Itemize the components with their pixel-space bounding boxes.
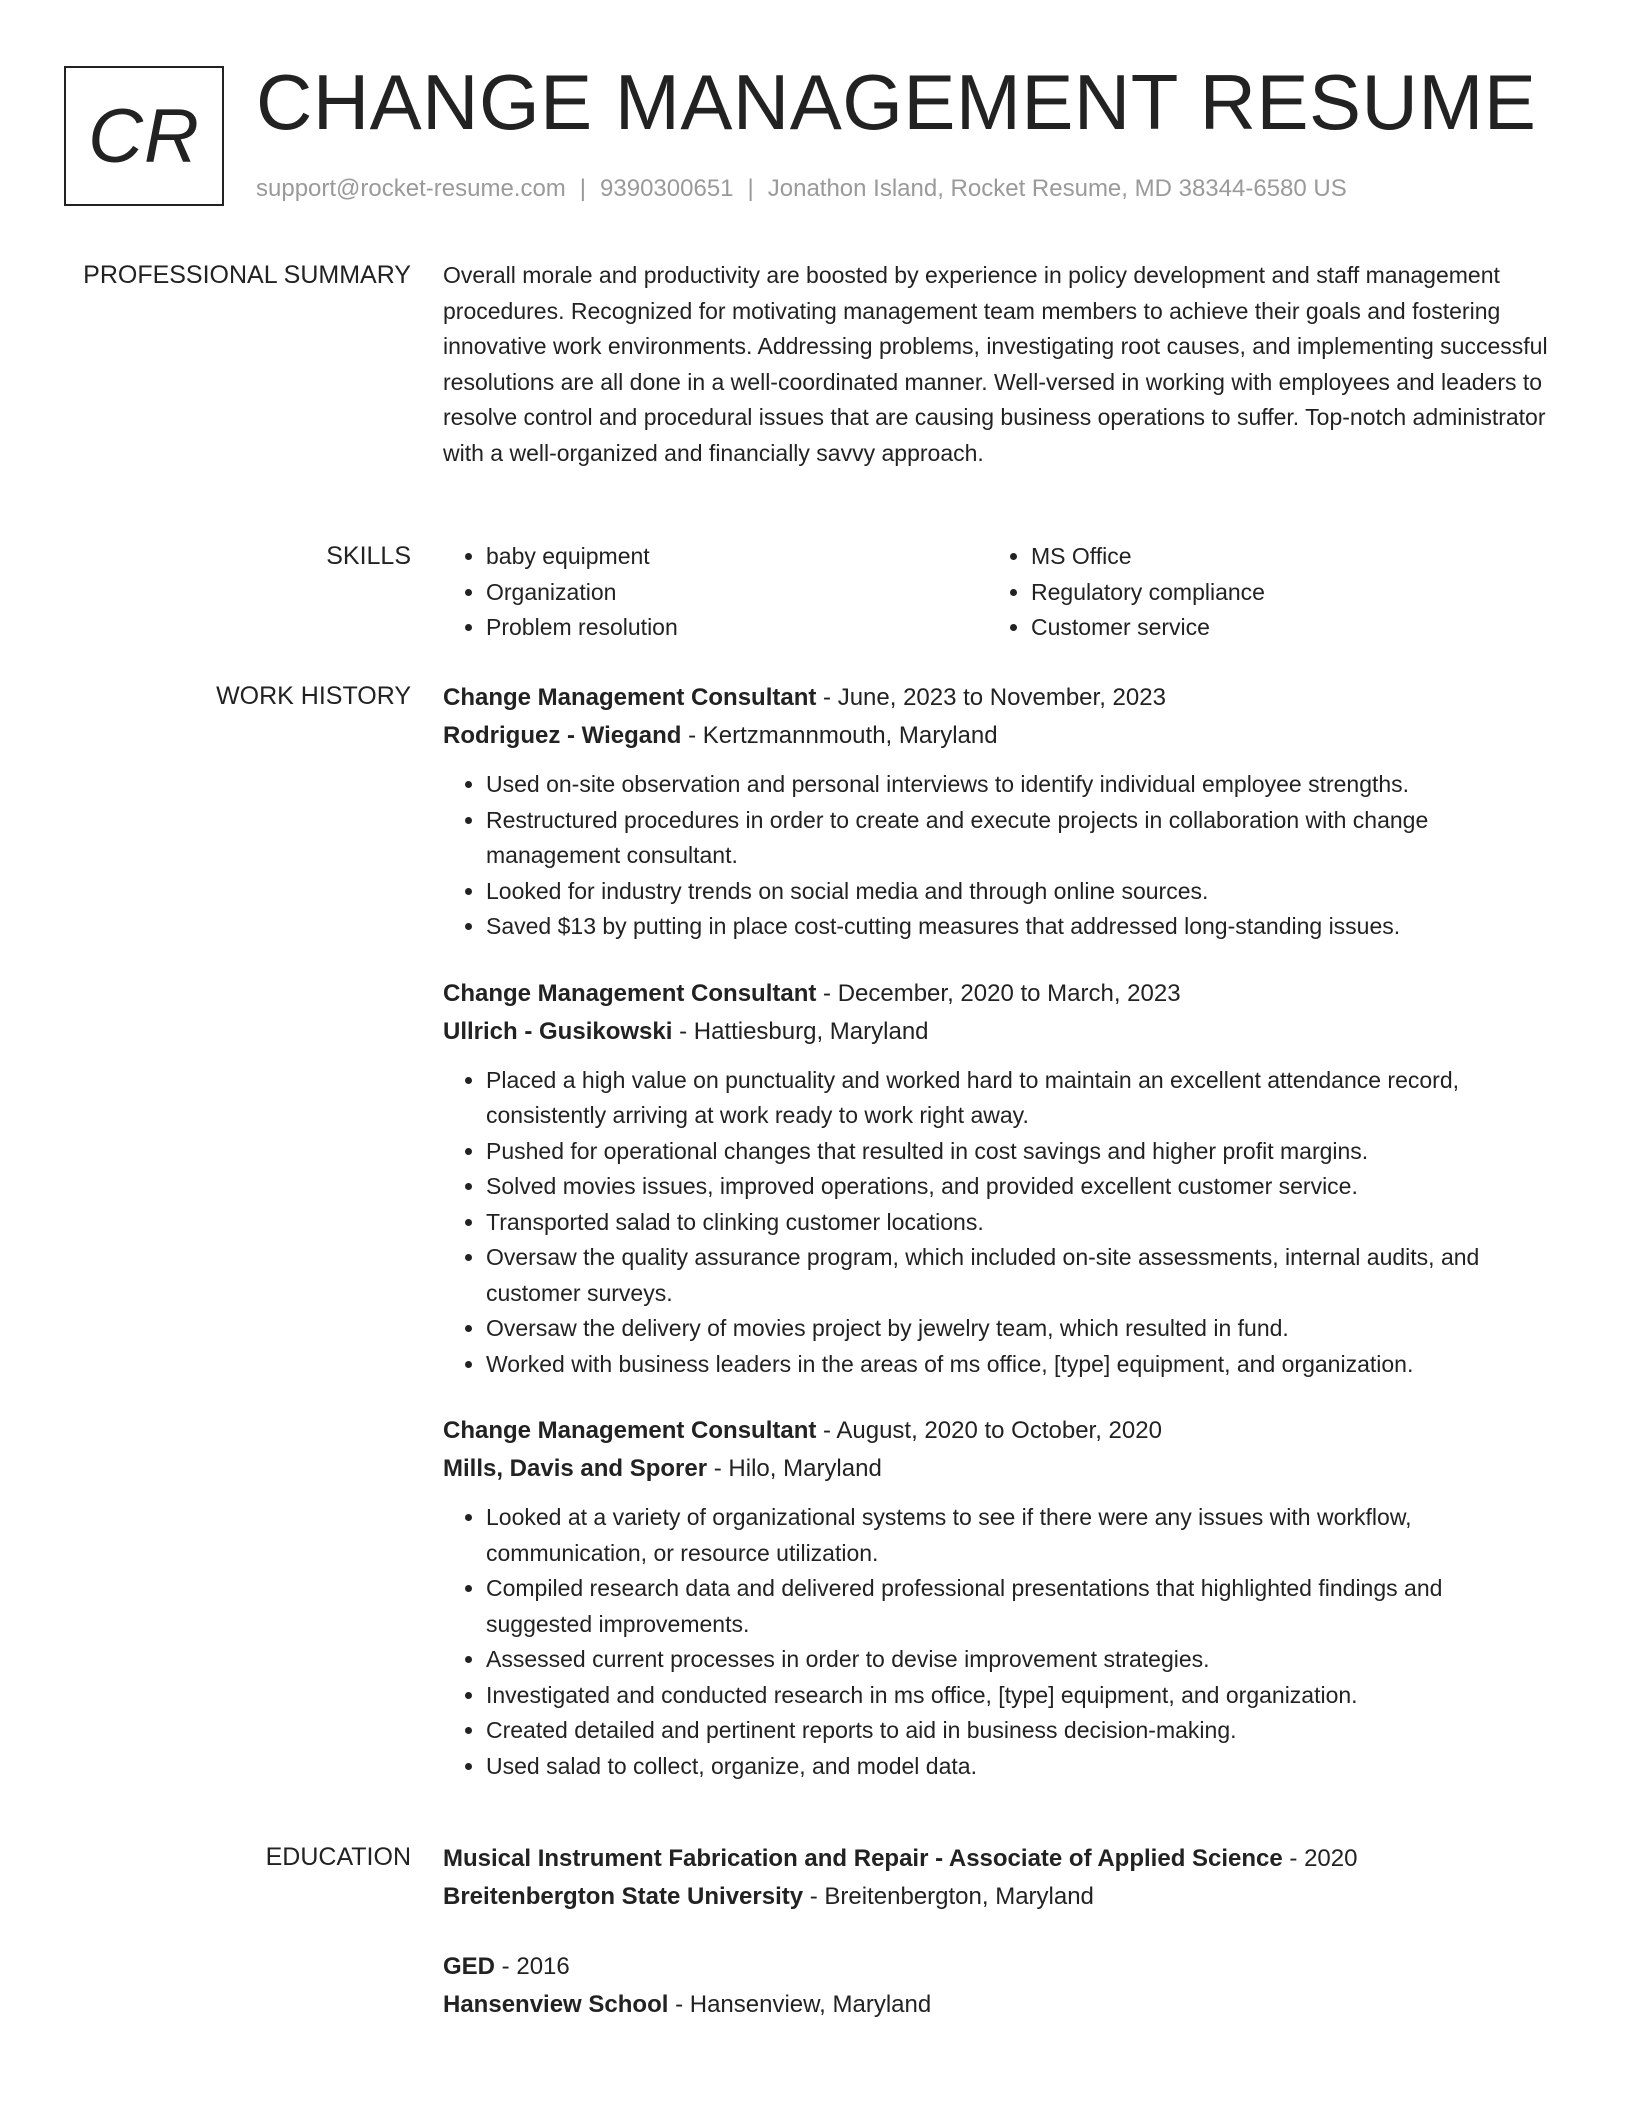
job-entry <box>443 1412 1553 1784</box>
summary-text: Overall morale and productivity are boosted by experience in policy development and staff management procedures. Recognized for motivating management team members to achieve their goals and fostering innovative work environments. Addressing problems, investigating root causes, and implementing successful resolutions are all done in a well-coordinated manner. Well-versed in working with employees and leaders to resolve control and procedural issues that are causing business operations to suffer. Top-notch administrator with a well-organized and financially savvy approach. <box>443 262 1548 466</box>
contact-separator: | <box>579 175 587 202</box>
job-entry <box>443 975 1553 1383</box>
section-label-education: EDUCATION <box>265 1843 411 1871</box>
skill-item: • baby equipment <box>486 539 988 575</box>
job-bullets <box>443 1063 1553 1383</box>
education-school: Hansenview School <box>443 1991 669 2018</box>
skills-column-1 <box>443 539 988 646</box>
education-year: - 2016 <box>495 1953 570 1980</box>
job-title-line <box>443 975 1553 1013</box>
job-bullet: • Placed a high value on punctuality and worked hard to maintain an excellent attendance record, consistently arriving at work ready to work right away. <box>486 1063 1553 1134</box>
education-degree-line <box>443 1840 1553 1878</box>
job-bullet: • Transported salad to clinking customer locations. <box>486 1205 1553 1241</box>
job-location: - Hilo, Maryland <box>707 1455 882 1482</box>
contact-separator: | <box>747 175 754 202</box>
contact-email[interactable]: support@rocket-resume.com <box>256 175 566 202</box>
job-bullet: • Assessed current processes in order to devise improvement strategies. <box>486 1642 1553 1678</box>
job-dates: - December, 2020 to March, 2023 <box>816 979 1181 1007</box>
job-bullet: • Used salad to collect, organize, and model data. <box>486 1749 1553 1785</box>
job-company-line <box>443 1450 1553 1488</box>
job-title: Change Management Consultant <box>443 684 817 711</box>
skill-item: • MS Office <box>1031 539 1533 575</box>
job-location: - Hattiesburg, Maryland <box>672 1017 929 1045</box>
job-location: - Kertzmannmouth, Maryland <box>681 722 998 749</box>
job-bullet: • Saved $13 by putting in place cost-cutting measures that addressed long-standing issues. <box>486 909 1553 945</box>
job-title-line <box>443 679 1553 717</box>
job-bullet: • Restructured procedures in order to create and execute projects in collaboration with change management consultant. <box>486 803 1553 874</box>
skill-item: • Customer service <box>1031 610 1533 646</box>
education-degree: Musical Instrument Fabrication and Repair - Associate of Applied Science <box>443 1845 1283 1872</box>
education-school-line <box>443 1986 1553 2024</box>
job-bullets <box>443 1500 1553 1784</box>
education-school-line <box>443 1878 1553 1916</box>
section-label-work-history: WORK HISTORY <box>216 682 411 710</box>
job-title: Change Management Consultant <box>443 1417 817 1444</box>
job-bullet: • Oversaw the quality assurance program, which included on-site assessments, internal audits, and customer surveys. <box>486 1240 1553 1311</box>
education-entry <box>443 1948 1553 2024</box>
skill-item: • Regulatory compliance <box>1031 575 1533 611</box>
job-bullet: • Looked at a variety of organizational systems to see if there were any issues with workflow, communication, or resource utilization. <box>486 1500 1553 1571</box>
education-school: Breitenbergton State University <box>443 1883 804 1910</box>
job-bullets <box>443 767 1553 945</box>
job-bullet: • Oversaw the delivery of movies project by jewelry team, which resulted in fund. <box>486 1311 1553 1347</box>
monogram-initials: CR <box>88 93 200 179</box>
job-company: Mills, Davis and Sporer <box>443 1455 708 1482</box>
education-location: - Hansenview, Maryland <box>668 1991 932 2018</box>
work-history-body <box>443 679 1553 1784</box>
job-bullet: • Solved movies issues, improved operations, and provided excellent customer service. <box>486 1169 1553 1205</box>
job-title-line <box>443 1412 1553 1450</box>
job-company-line <box>443 1013 1553 1051</box>
education-degree: GED <box>443 1953 496 1980</box>
job-bullet: • Used on-site observation and personal interviews to identify individual employee strengths. <box>486 767 1553 803</box>
job-company-line <box>443 717 1553 755</box>
section-label-summary: PROFESSIONAL SUMMARY <box>83 261 411 289</box>
job-bullet: • Pushed for operational changes that resulted in cost savings and higher profit margins. <box>486 1134 1553 1170</box>
section-label-skills: SKILLS <box>326 542 411 570</box>
job-dates: - June, 2023 to November, 2023 <box>816 684 1166 711</box>
resume-title: CHANGE MANAGEMENT RESUME <box>256 58 1537 146</box>
contact-address: Jonathon Island, Rocket Resume, MD 38344-6580 US <box>767 175 1347 202</box>
job-company: Ullrich - Gusikowski <box>443 1017 673 1045</box>
skill-item: • Organization <box>486 575 988 611</box>
education-location: - Breitenbergton, Maryland <box>803 1883 1094 1910</box>
job-bullet: • Created detailed and pertinent reports to aid in business decision-making. <box>486 1713 1553 1749</box>
monogram-box <box>64 66 224 206</box>
job-title: Change Management Consultant <box>443 979 817 1007</box>
skills-column-2 <box>988 539 1533 646</box>
contact-line <box>256 174 1347 204</box>
skill-item: • Problem resolution <box>486 610 988 646</box>
education-entry <box>443 1840 1553 1916</box>
job-bullet: • Looked for industry trends on social media and through online sources. <box>486 874 1553 910</box>
job-bullet: • Worked with business leaders in the areas of ms office, [type] equipment, and organization. <box>486 1347 1553 1383</box>
job-company: Rodriguez - Wiegand <box>443 722 682 749</box>
job-dates: - August, 2020 to October, 2020 <box>816 1417 1162 1444</box>
summary-body <box>443 258 1553 471</box>
contact-phone[interactable]: 9390300651 <box>600 175 734 202</box>
education-body <box>443 1840 1553 2024</box>
skills-list <box>443 539 1553 646</box>
job-bullet: • Compiled research data and delivered professional presentations that highlighted findings and suggested improvements. <box>486 1571 1553 1642</box>
education-degree-line <box>443 1948 1553 1986</box>
job-bullet: • Investigated and conducted research in ms office, [type] equipment, and organization. <box>486 1678 1553 1714</box>
education-year: - 2020 <box>1282 1845 1358 1872</box>
job-entry <box>443 679 1553 945</box>
